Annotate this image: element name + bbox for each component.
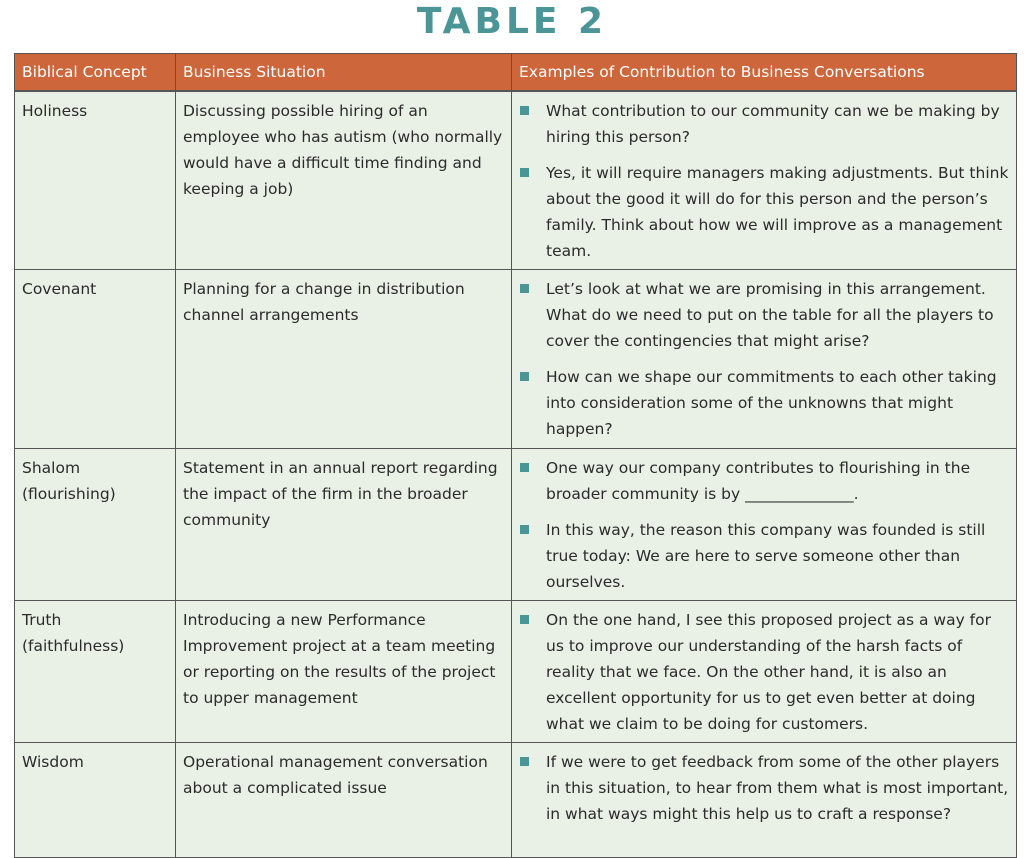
square-bullet-icon xyxy=(520,106,529,115)
example-item xyxy=(520,455,1012,507)
table-row-covenant xyxy=(15,270,1017,449)
square-bullet-icon xyxy=(520,757,529,766)
example-text: If we were to get feedback from some of the other players in this situation, to hear from them what is most important, in what ways might this help us to craft a response? xyxy=(546,753,1009,823)
example-text: What contribution to our community can we be making by hiring this person? xyxy=(546,102,1000,146)
table-row-holiness xyxy=(15,91,1017,270)
table-row-wisdom xyxy=(15,743,1017,858)
example-text: Yes, it will require managers making adjustments. But think about the good it will do for this person and the person’s family. Think about how we will improve as a management team. xyxy=(546,164,1009,260)
table-title: TABLE 2 xyxy=(416,1,608,42)
example-item xyxy=(520,276,1012,354)
square-bullet-icon xyxy=(520,372,529,381)
situation-cell: Planning for a change in distribution channel arrangements xyxy=(176,270,512,449)
examples-cell xyxy=(512,449,1017,601)
concept-cell: Wisdom xyxy=(15,743,176,858)
table-row-shalom xyxy=(15,449,1017,601)
example-text: In this way, the reason this company was founded is still true today: We are here to serve someone other than ourselves. xyxy=(546,521,986,591)
header-business-situation: Business Situation xyxy=(176,54,512,92)
header-row xyxy=(15,54,1017,92)
table-row-truth xyxy=(15,601,1017,743)
situation-cell: Statement in an annual report regarding the impact of the firm in the broader community xyxy=(176,449,512,601)
concepts-table xyxy=(14,53,1017,858)
example-item xyxy=(520,749,1012,827)
square-bullet-icon xyxy=(520,284,529,293)
examples-cell xyxy=(512,270,1017,449)
example-item xyxy=(520,364,1012,442)
square-bullet-icon xyxy=(520,168,529,177)
examples-cell xyxy=(512,743,1017,858)
example-text: How can we shape our commitments to each other taking into consideration some of the unknowns that might happen? xyxy=(546,368,997,438)
concept-cell: Holiness xyxy=(15,91,176,270)
square-bullet-icon xyxy=(520,525,529,534)
example-item xyxy=(520,607,1012,737)
example-text: One way our company contributes to flourishing in the broader community is by ______________. xyxy=(546,459,971,503)
example-item xyxy=(520,160,1012,264)
concept-cell: Shalom (flourishing) xyxy=(15,449,176,601)
example-text: On the one hand, I see this proposed project as a way for us to improve our understanding of the harsh facts of reality that we face. On the other hand, it is also an excellent opportunity for us to get even better at doing what we claim to be doing for customers. xyxy=(546,611,991,733)
example-text: Let’s look at what we are promising in this arrangement. What do we need to put on the table for all the players to cover the contingencies that might arise? xyxy=(546,280,994,350)
example-item xyxy=(520,517,1012,595)
square-bullet-icon xyxy=(520,463,529,472)
square-bullet-icon xyxy=(520,615,529,624)
situation-cell: Introducing a new Performance Improvement project at a team meeting or reporting on the results of the project to upper management xyxy=(176,601,512,743)
examples-cell xyxy=(512,91,1017,270)
header-examples: Examples of Contribution to Business Conversations xyxy=(512,54,1017,92)
concept-cell: Covenant xyxy=(15,270,176,449)
example-item xyxy=(520,98,1012,150)
situation-cell: Operational management conversation about a complicated issue xyxy=(176,743,512,858)
examples-cell xyxy=(512,601,1017,743)
header-biblical-concept: Biblical Concept xyxy=(15,54,176,92)
situation-cell: Discussing possible hiring of an employee who has autism (who normally would have a difficult time finding and keeping a job) xyxy=(176,91,512,270)
concept-cell: Truth (faithfulness) xyxy=(15,601,176,743)
